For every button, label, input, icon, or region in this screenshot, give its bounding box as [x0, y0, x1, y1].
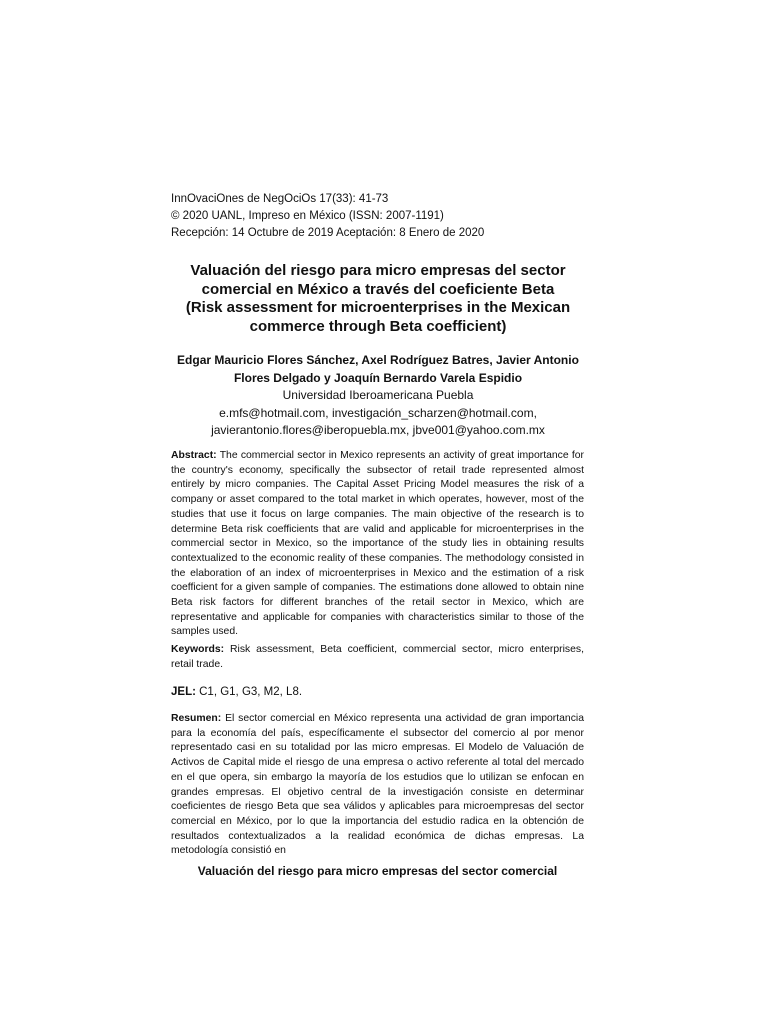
paper-title: [140, 262, 616, 336]
submission-dates: Recepción: 14 Octubre de 2019 Aceptación: 8 Enero de 2020: [171, 227, 485, 239]
keywords-label: Keywords:: [171, 644, 225, 655]
affiliation: Universidad Iberoamericana Puebla: [282, 388, 474, 402]
resumen-label: Resumen:: [171, 713, 222, 724]
abstract-section: [171, 449, 584, 640]
keywords-section: [171, 643, 584, 672]
emails-line-1: e.mfs@hotmail.com, investigación_scharzen@hotmail.com,: [219, 405, 537, 420]
resumen-section: [171, 712, 584, 857]
journal-citation: InnOvaciOnes de NegOciOs 17(33): 41-73: [171, 193, 389, 205]
jel-section: [171, 685, 584, 700]
author-names-line-2: Flores Delgado y Joaquín Bernardo Varela Espidio: [233, 370, 523, 385]
author-block: [150, 352, 606, 440]
journal-header: [171, 191, 591, 242]
jel-codes: C1, G1, G3, M2, L8.: [199, 686, 303, 698]
resumen-text: El sector comercial en México representa una actividad de gran importancia para la economía del país, específicamente el subsector del comercio al por menor representado casi en su totalidad por las micro empresas. El Modelo de Valuación de Activos de Capital mide el riesgo de una empresa o activo referente al total del mercado en el que opera, sin embargo la mayoría de los estudios que lo utilizan se enfocan en grandes empresas. El objetivo central de la investigación consiste en determinar coeficientes de riesgo Beta que sea válidos y aplicables para microempresas del sector comercial en México, por lo que la importancia del estudio radica en la obtención de resultados contextualizados a la realidad económica de dichas empresas. La metodología consistió en: [171, 713, 584, 857]
title-line-3: (Risk assessment for microenterprises in the Mexican: [185, 299, 571, 316]
abstract-text: The commercial sector in Mexico represents an activity of great importance for the country's economy, specifically the subsector of retail trade represented almost entirely by micro companies. The Capital Asset Pricing Model measures the risk of a company or asset compared to the total market in which operates, however, most of the studies that use it focus on large companies. The main objective of the research is to determine Beta risk coefficients that are valid and applicable for microenterprises in the commercial sector in Mexico, so the importance of the study lies in obtaining results contextualized to the economic reality of these companies. The methodology consisted in the elaboration of an index of microenterprises in Mexico and the estimation of a risk coefficient for a given sample of companies. The estimations done allowed to obtain nine Beta risk factors for different branches of the retail sector in Mexico, which are representative and applicable for companies with characteristics similar to those of the samples used.: [171, 450, 584, 638]
keywords-text: Risk assessment, Beta coefficient, commercial sector, micro enterprises, retail trade.: [171, 644, 584, 670]
abstract-label: Abstract:: [171, 450, 217, 461]
title-line-1: Valuación del riesgo para micro empresas del sector: [190, 262, 566, 279]
title-line-4: commerce through Beta coefficient): [249, 317, 507, 335]
copyright-line: © 2020 UANL, Impreso en México (ISSN: 2007-1191): [171, 210, 444, 222]
author-names-line-1: Edgar Mauricio Flores Sánchez, Axel Rodríguez Batres, Javier Antonio: [177, 353, 579, 367]
title-line-2: comercial en México a través del coeficiente Beta: [201, 280, 555, 298]
emails-line-2: javierantonio.flores@iberopuebla.mx, jbve001@yahoo.com.mx: [211, 423, 545, 437]
jel-label: JEL:: [171, 686, 196, 698]
running-title: Valuación del riesgo para micro empresas del sector comercial: [197, 864, 558, 878]
